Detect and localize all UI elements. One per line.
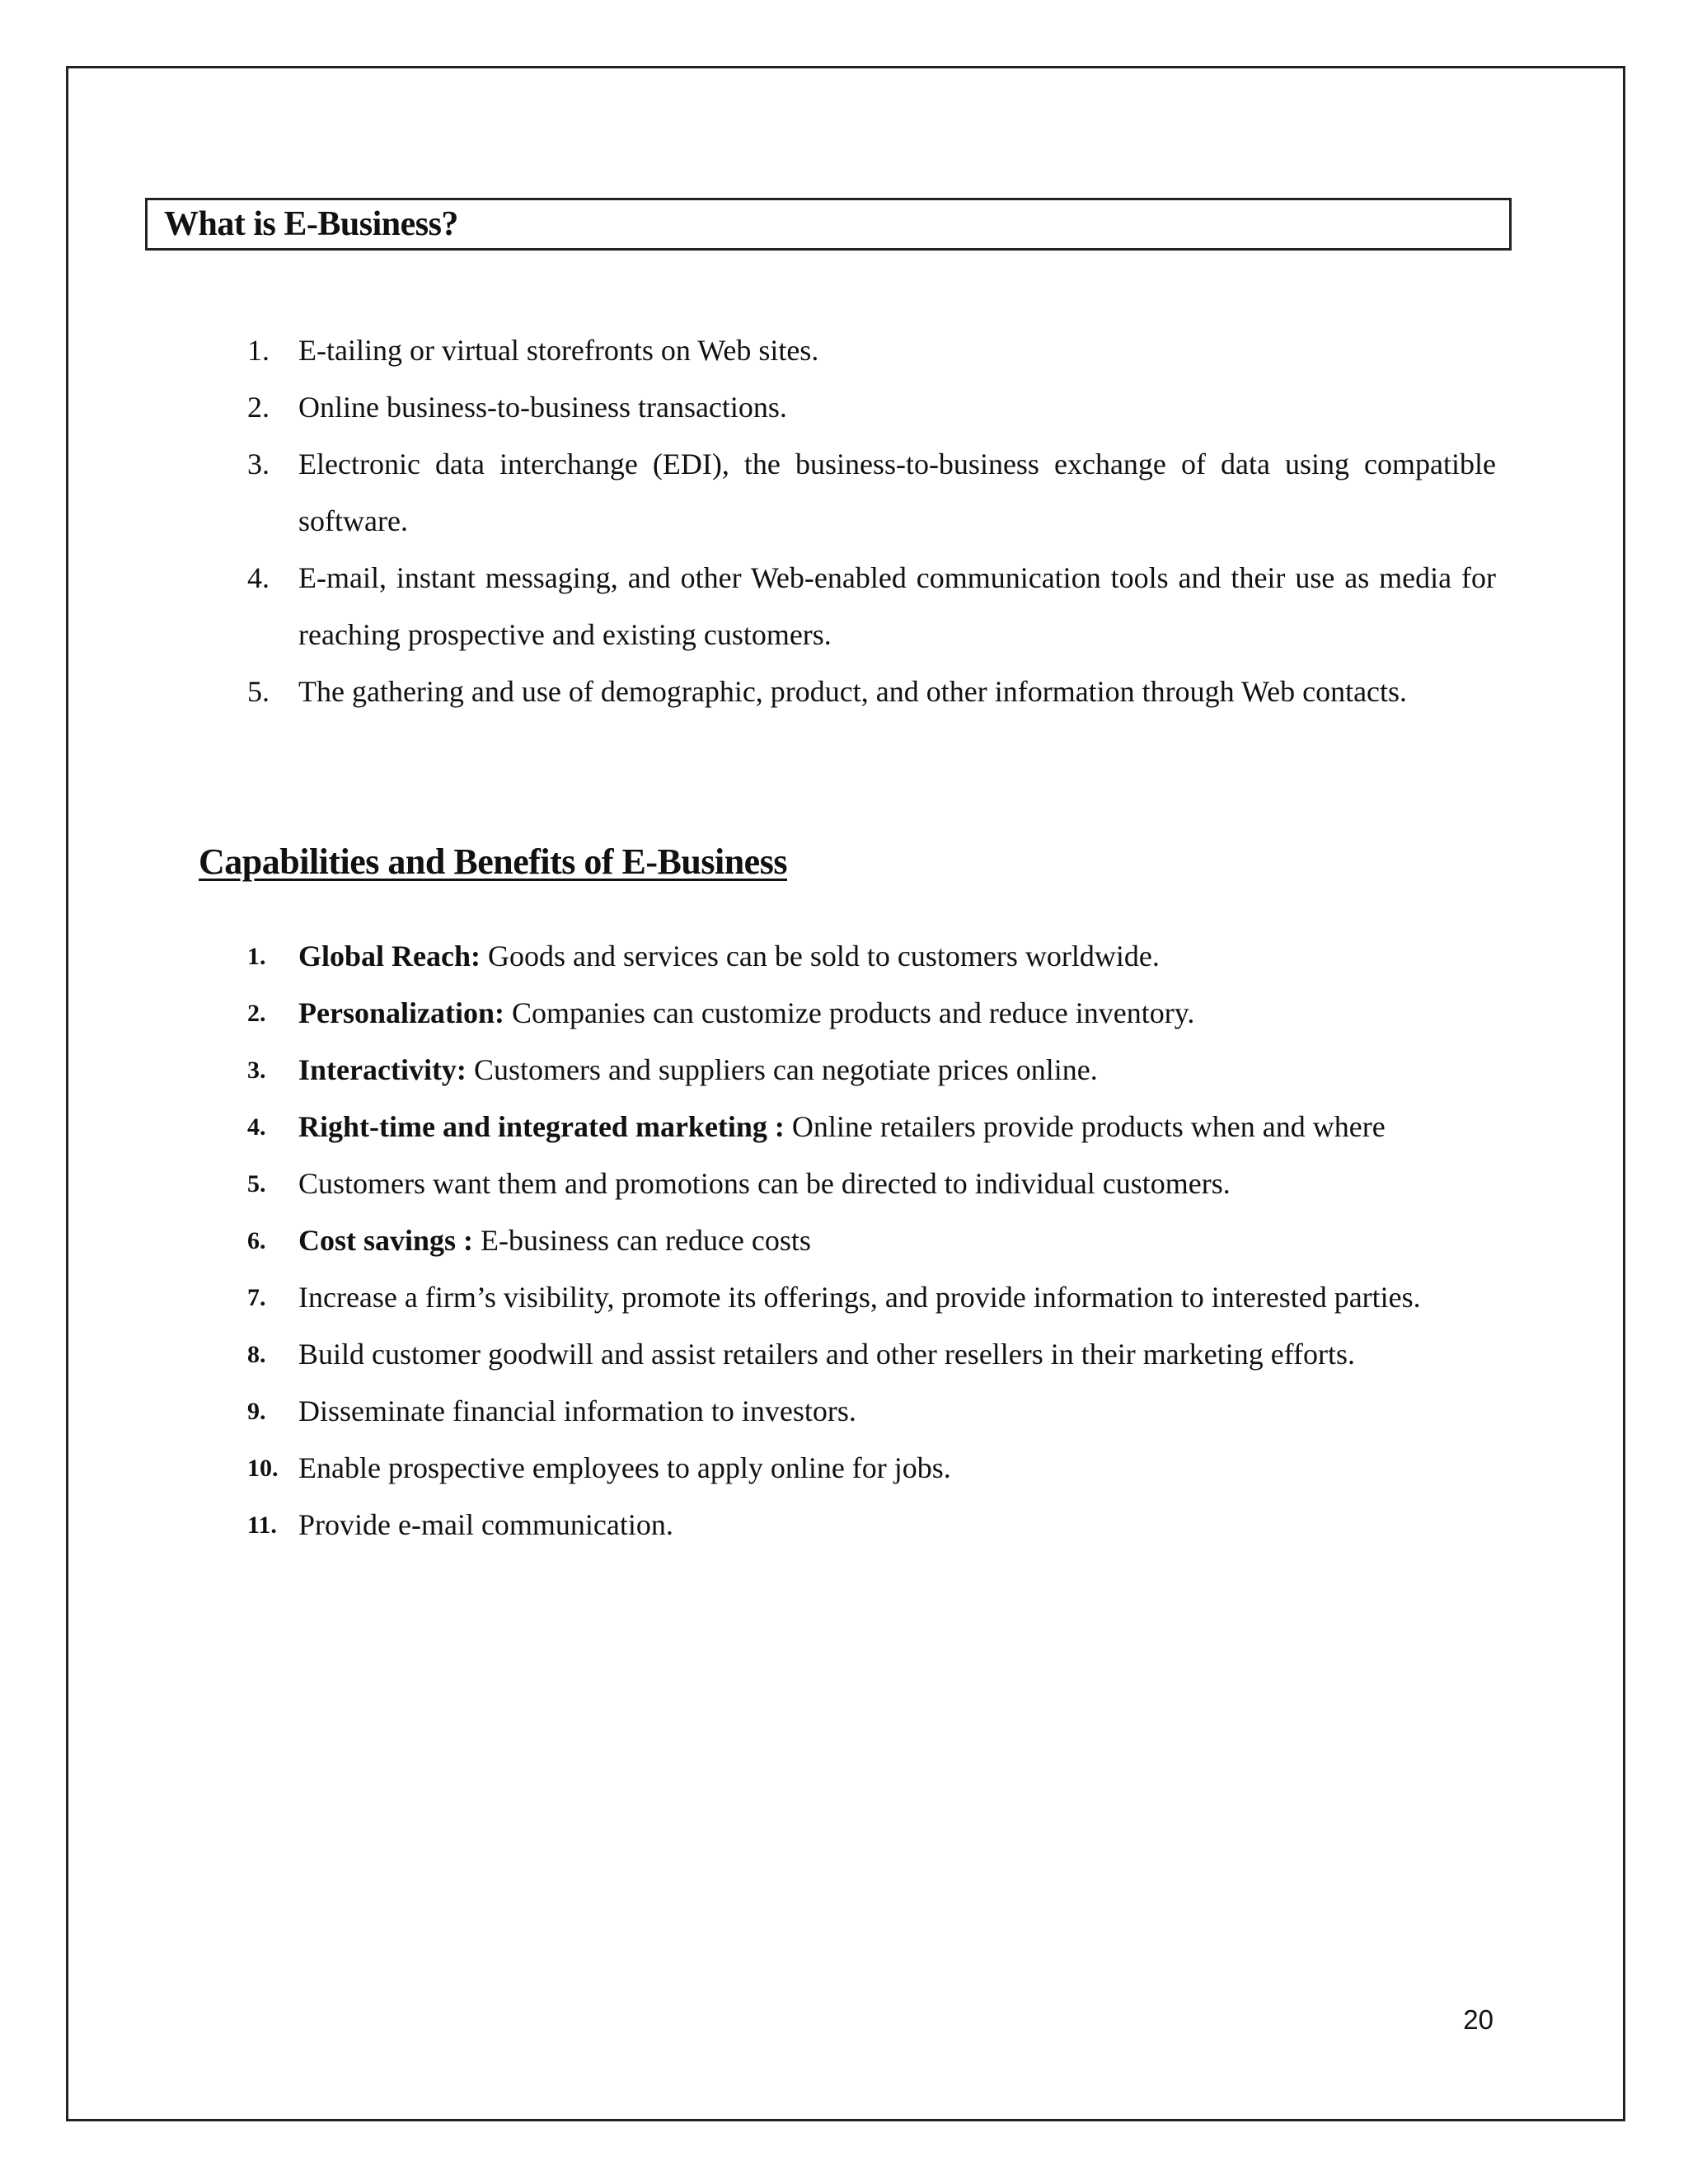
list-item [223, 1212, 1496, 1269]
page-number: 20 [1463, 2004, 1493, 2035]
list-number: 1. [247, 943, 266, 970]
list-item [223, 1326, 1496, 1383]
ebusiness-list [223, 322, 1496, 720]
list-item-text: Customers want them and promotions can be directed to individual customers. [298, 1167, 1231, 1200]
list-item-text: E-tailing or virtual storefronts on Web sites. [298, 334, 819, 367]
list-item [223, 1269, 1496, 1326]
list-item [223, 985, 1496, 1042]
list-number: 5. [247, 1170, 266, 1197]
list-number: 6. [247, 1227, 266, 1254]
page-title: What is E-Business? [164, 205, 458, 243]
list-item [223, 1099, 1496, 1155]
benefits-list [223, 928, 1496, 1554]
list-item-term: Personalization: [298, 996, 504, 1029]
list-number: 3. [247, 1057, 266, 1084]
section-heading: Capabilities and Benefits of E-Business [199, 841, 787, 882]
list-item [223, 928, 1496, 985]
list-number: 10. [247, 1455, 279, 1482]
list-item [223, 436, 1496, 550]
list-item [223, 1383, 1496, 1440]
list-item [223, 1042, 1496, 1099]
list-number: 2. [247, 1000, 266, 1027]
list-item-text: Goods and services can be sold to customers worldwide. [481, 940, 1160, 972]
list-item-term: Interactivity: [298, 1053, 467, 1086]
list-item [223, 1440, 1496, 1497]
list-item-text: Build customer goodwill and assist retailers and other resellers in their marketing efforts. [298, 1338, 1356, 1371]
list-item [223, 379, 1496, 436]
list-number: 8. [247, 1341, 266, 1368]
list-number: 4. [247, 561, 270, 594]
list-number: 11. [247, 1511, 277, 1539]
list-item-term: Right-time and integrated marketing : [298, 1110, 785, 1143]
list-item-text: Provide e-mail communication. [298, 1508, 673, 1541]
list-number: 1. [247, 334, 270, 367]
list-item [223, 322, 1496, 379]
title-box [145, 198, 1512, 251]
list-item [223, 1155, 1496, 1212]
list-item-text: Increase a firm’s visibility, promote its offerings, and provide information to interested parties. [298, 1281, 1421, 1314]
list-item-text: E-mail, instant messaging, and other Web-enabled communication tools and their use as media for reaching prospective and existing customers. [298, 561, 1496, 651]
list-number: 2. [247, 391, 270, 424]
list-item-text: Electronic data interchange (EDI), the business-to-business exchange of data using compatible software. [298, 448, 1496, 537]
list-item-text: Disseminate financial information to investors. [298, 1394, 856, 1427]
list-item-text: Enable prospective employees to apply online for jobs. [298, 1451, 951, 1484]
list-number: 5. [247, 675, 270, 708]
list-item [223, 550, 1496, 663]
list-item-text: The gathering and use of demographic, product, and other information through Web contacts. [298, 675, 1408, 708]
list-item [223, 663, 1496, 720]
list-item-text: Companies can customize products and reduce inventory. [504, 996, 1195, 1029]
list-number: 3. [247, 448, 270, 480]
list-item-text: Online retailers provide products when and where [784, 1110, 1386, 1143]
list-number: 7. [247, 1284, 266, 1311]
list-item-text: Customers and suppliers can negotiate prices online. [466, 1053, 1098, 1086]
list-item-text: E-business can reduce costs [473, 1224, 811, 1257]
list-item-term: Cost savings : [298, 1224, 474, 1257]
list-number: 9. [247, 1398, 266, 1425]
list-item-term: Global Reach: [298, 940, 481, 972]
list-item-text: Online business-to-business transactions. [298, 391, 787, 424]
list-item [223, 1497, 1496, 1554]
list-number: 4. [247, 1113, 266, 1141]
